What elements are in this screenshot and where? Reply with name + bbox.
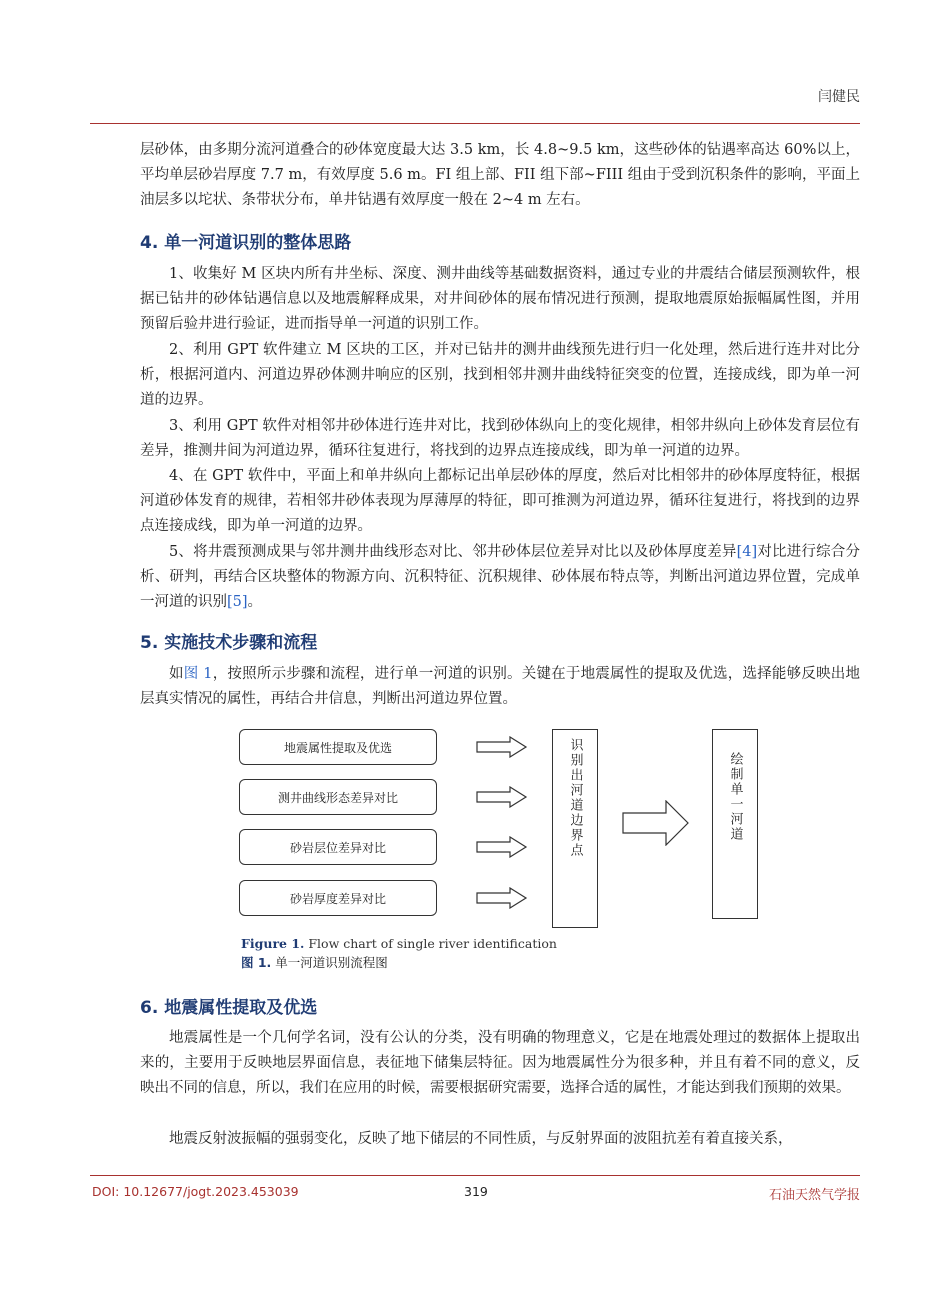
- flow-final-label: 绘制单一河道: [727, 752, 743, 842]
- flow-step-seismic-attribute: [239, 729, 437, 765]
- section-4-heading: 4. 单一河道识别的整体思路: [140, 233, 352, 253]
- caption-en-text: Flow chart of single river identification: [304, 936, 557, 951]
- figure-1-link[interactable]: 图 1: [183, 666, 213, 682]
- flow-step-sand-thickness: [239, 880, 437, 916]
- caption-en-label: Figure 1.: [241, 936, 305, 951]
- large-arrow-right-icon: [622, 800, 690, 846]
- figure-caption-english: [241, 936, 557, 951]
- header-author: 闫健民: [818, 89, 860, 105]
- flow-step-sand-layer: [239, 829, 437, 865]
- p5-text-b: 对比进行综合分析、研判，再结合区块整体的物源方向、沉积特征、沉积规律、砂体展布特点等，判断出河道边界位置，完成单一河道的识别: [140, 544, 860, 610]
- footer-page-number: 319: [464, 1184, 488, 1199]
- s5-text-a: 如: [169, 666, 184, 682]
- footer-divider: [90, 1175, 860, 1176]
- section-4-paragraph-2: 2、利用 GPT 软件建立 M 区块的工区，并对已钻井的测井曲线预先进行归一化处理，然后进行连井对比分析，根据河道内、河道边界砂体测井响应的区别，找到相邻井测井曲线特征突变的位置，连接成线，即为单一河道的边界。: [140, 342, 860, 408]
- footer-doi-link[interactable]: DOI: 10.12677/jogt.2023.453039: [92, 1184, 299, 1199]
- section-5-paragraph-1: [140, 662, 860, 712]
- flow-step-label: 砂岩层位差异对比: [289, 840, 386, 855]
- p5-text-c: 。: [247, 594, 263, 610]
- reference-5-link[interactable]: [5]: [227, 594, 248, 610]
- section-6-paragraph-1: 地震属性是一个几何学名词，没有公认的分类，没有明确的物理意义，它是在地震处理过的数据体上提取出来的，主要用于反映地层界面信息，表征地下储集层特征。因为地震属性分为很多种，并且有着不同的意义，反映出不同的信息，所以，我们在应用的时候，需要根据研究需要，选择合适的属性，才能达到我们预期的效果。: [140, 1030, 860, 1096]
- flow-identify-boundary-points: [552, 729, 598, 928]
- reference-4-link[interactable]: [4]: [736, 544, 758, 560]
- flow-draw-single-channel: [712, 729, 758, 919]
- arrow-right-icon: [476, 786, 528, 808]
- p5-text-a: 5、将井震预测成果与邻井测井曲线形态对比、邻井砂体层位差异对比以及砂体厚度差异: [169, 544, 737, 560]
- header-divider: [90, 123, 860, 124]
- caption-zh-label: 图 1.: [241, 955, 272, 970]
- figure-caption-chinese: [241, 953, 388, 971]
- arrow-right-icon: [476, 736, 528, 758]
- section-4-paragraph-4: 4、在 GPT 软件中，平面上和单井纵向上都标记出单层砂体的厚度，然后对比相邻井的砂体厚度特征，根据河道砂体发育的规律，若相邻井砂体表现为厚薄厚的特征，即可推测为河道边界，循环往复进行，将找到的边界点连接成线，即为单一河道的边界。: [140, 468, 860, 534]
- section-6-paragraph-2: 地震反射波振幅的强弱变化，反映了地下储层的不同性质，与反射界面的波阻抗差有着直接关系，: [169, 1131, 793, 1147]
- flow-step-log-curve: [239, 779, 437, 815]
- flow-step-label: 测井曲线形态差异对比: [277, 790, 398, 805]
- intro-paragraph: 层砂体，由多期分流河道叠合的砂体宽度最大达 3.5 km，长 4.8~9.5 km，这些砂体的钻遇率高达 60%以上，平均单层砂岩厚度 7.7 m，有效厚度 5.6 m。FI 组上部、FII 组下部~FIII 组由于受到沉积条件的影响，平面上油层多以坨状、条带状分布，单井钻遇有效厚度一般在 2~4 m 左右。: [140, 142, 860, 208]
- section-5-heading: 5. 实施技术步骤和流程: [140, 633, 318, 653]
- caption-zh-text: 单一河道识别流程图: [271, 955, 388, 970]
- footer-journal-name: 石油天然气学报: [768, 1188, 860, 1203]
- section-6-heading: 6. 地震属性提取及优选: [140, 998, 318, 1018]
- flow-step-label: 地震属性提取及优选: [283, 740, 392, 755]
- flow-step-label: 砂岩厚度差异对比: [289, 891, 386, 906]
- section-4-paragraph-5: [140, 540, 860, 615]
- arrow-right-icon: [476, 836, 528, 858]
- s5-text-b: ，按照所示步骤和流程，进行单一河道的识别。关键在于地震属性的提取及优选，选择能够反映出地层真实情况的属性，再结合井信息，判断出河道边界位置。: [140, 666, 861, 707]
- flow-middle-label: 识别出河道边界点: [567, 738, 583, 858]
- section-4-paragraph-1: 1、收集好 M 区块内所有井坐标、深度、测井曲线等基础数据资料，通过专业的井震结合储层预测软件，根据已钻井的砂体钻遇信息以及地震解释成果，对井间砂体的展布情况进行预测，提取地震原始振幅属性图，并用预留后验井进行验证，进而指导单一河道的识别工作。: [140, 266, 860, 332]
- section-4-paragraph-3: 3、利用 GPT 软件对相邻井砂体进行连井对比，找到砂体纵向上的变化规律，相邻井纵向上砂体发育层位有差异，推测井间为河道边界，循环往复进行，将找到的边界点连接成线，即为单一河道的边界。: [140, 418, 860, 459]
- arrow-right-icon: [476, 887, 528, 909]
